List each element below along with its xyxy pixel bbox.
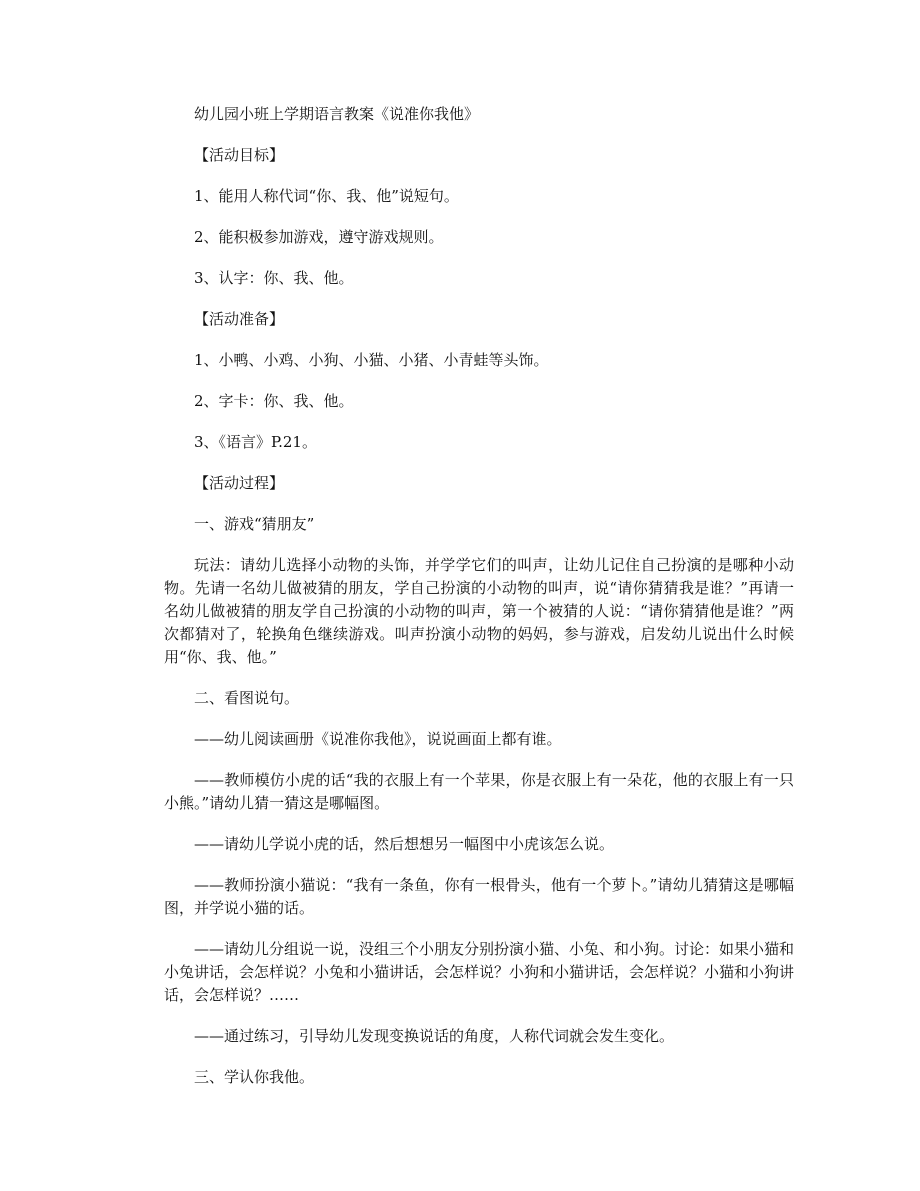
document-title: 幼儿园小班上学期语言教案《说准你我他》 — [194, 105, 480, 123]
process-step-2-item-3: ——请幼儿学说小虎的话，然后想想另一幅图中小虎该怎么说。 — [194, 835, 615, 853]
process-step-3-heading: 三、学认你我他。 — [194, 1068, 315, 1086]
process-step-2-item-1: ——幼儿阅读画册《说准你我他》，说说画面上都有谁。 — [194, 730, 562, 748]
prep-item-2: 2、字卡：你、我、他。 — [194, 392, 354, 410]
process-step-2-heading: 二、看图说句。 — [194, 689, 300, 707]
goal-item-1: 1、能用人称代词“你、我、他”说短句。 — [194, 187, 459, 205]
goal-item-2: 2、能积极参加游戏，遵守游戏规则。 — [194, 228, 444, 246]
process-step-1-rules: 玩法：请幼儿选择小动物的头饰，并学学它们的叫声，让幼儿记住自己扮演的是哪种小动物。先请一名幼儿做被猜的朋友，学自己扮演的小动物的叫声，说“请你猜猜我是谁？”再请一名幼儿做被猜的朋友学自己扮演的小动物的叫声，第一个被猜的人说：“请你猜猜他是谁？”两次都猜对了，轮换角色继续游戏。叫声扮演小动物的妈妈，参与游戏，启发幼儿说出什么时候用“你、我、他。” — [164, 556, 794, 666]
prep-item-3: 3、《语言》P.21。 — [194, 433, 317, 451]
prep-item-1: 1、小鸭、小鸡、小狗、小猫、小猪、小青蛙等头饰。 — [194, 351, 549, 369]
process-step-2-item-2: ——教师模仿小虎的话“我的衣服上有一个苹果，你是衣服上有一朵花，他的衣服上有一只小熊。”请幼儿猜一猜这是哪幅图。 — [164, 771, 794, 812]
goal-item-3: 3、认字：你、我、他。 — [194, 269, 354, 287]
section-heading-process: 【活动过程】 — [194, 474, 285, 492]
section-heading-goals: 【活动目标】 — [194, 146, 285, 164]
process-step-1-heading: 一、游戏“猜朋友” — [194, 515, 315, 533]
process-step-2-item-6: ——通过练习，引导幼儿发现变换说话的角度，人称代词就会发生变化。 — [194, 1027, 675, 1045]
section-heading-preparation: 【活动准备】 — [194, 310, 285, 328]
document-body — [164, 103, 794, 1089]
process-step-2-item-5: ——请幼儿分组说一说，没组三个小朋友分别扮演小猫、小兔、和小狗。讨论：如果小猫和小兔讲话，会怎样说？小兔和小猫讲话，会怎样说？小狗和小猫讲话，会怎样说？小猫和小狗讲话，会怎样说？…… — [164, 940, 795, 1004]
process-step-2-item-4: ——教师扮演小猫说：“我有一条鱼，你有一根骨头，他有一个萝卜。”请幼儿猜猜这是哪幅图，并学说小猫的话。 — [164, 876, 794, 917]
